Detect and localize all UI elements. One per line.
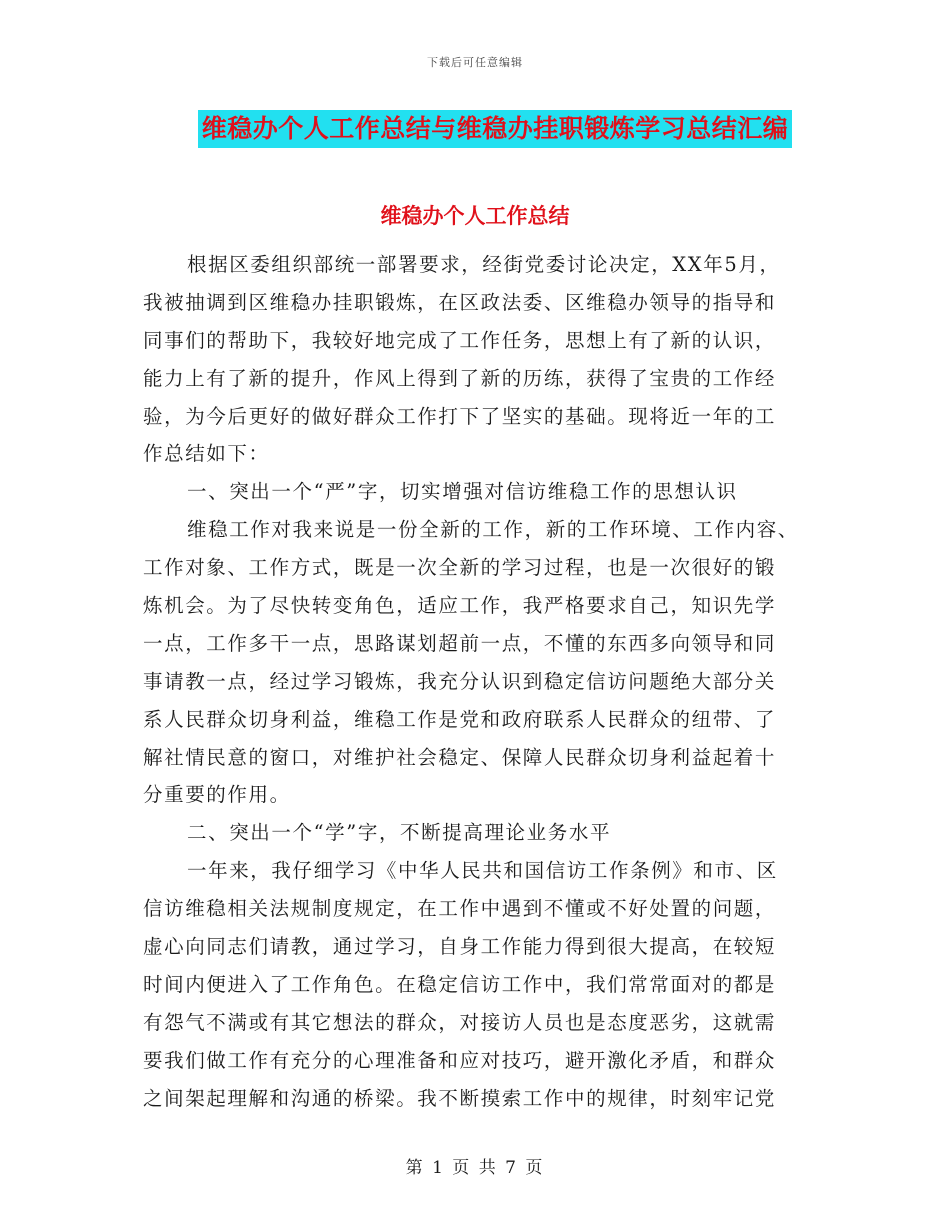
body-text-line: 工作对象、工作方式，既是一次全新的学习过程，也是一次很好的锻	[143, 556, 777, 580]
page-header-note: 下载后可任意编辑	[427, 56, 523, 69]
body-text-line: 作总结如下：	[143, 442, 270, 466]
document-title: 维稳办个人工作总结与维稳办挂职锻炼学习总结汇编	[198, 110, 793, 148]
document-title-container	[0, 110, 950, 148]
body-text-line: 炼机会。为了尽快转变角色，适应工作，我严格要求自己，知识先学	[143, 594, 777, 618]
body-text-line: 验，为今后更好的做好群众工作打下了坚实的基础。现将近一年的工	[143, 404, 777, 428]
body-text-line: 虚心向同志们请教，通过学习，自身工作能力得到很大提高，在较短	[143, 935, 777, 959]
body-text-line: 一、突出一个“严”字，切实增强对信访维稳工作的思想认识	[187, 480, 738, 504]
body-text-line: 解社情民意的窗口，对维护社会稳定、保障人民群众切身利益起着十	[143, 745, 777, 769]
body-text-line: 时间内便进入了工作角色。在稳定信访工作中，我们常常面对的都是	[143, 972, 777, 996]
body-text-line: 系人民群众切身利益，维稳工作是党和政府联系人民群众的纽带、了	[143, 707, 777, 731]
document-body	[143, 246, 811, 1117]
body-text-line: 根据区委组织部统一部署要求，经街党委讨论决定，XX年5月，	[187, 253, 781, 276]
body-text-line: 事请教一点，经过学习锻炼，我充分认识到稳定信访问题绝大部分关	[143, 669, 777, 693]
body-text-line: 我被抽调到区维稳办挂职锻炼，在区政法委、区维稳办领导的指导和	[143, 290, 777, 314]
body-text-line: 分重要的作用。	[143, 783, 291, 807]
body-text-line: 能力上有了新的提升，作风上得到了新的历练，获得了宝贵的工作经	[143, 366, 777, 390]
body-text-line: 要我们做工作有充分的心理准备和应对技巧，避开激化矛盾，和群众	[143, 1048, 777, 1072]
body-text-line: 信访维稳相关法规制度规定，在工作中遇到不懂或不好处置的问题，	[143, 897, 777, 921]
body-text-line: 一年来，我仔细学习《中华人民共和国信访工作条例》和市、区	[187, 859, 778, 883]
body-text-line: 维稳工作对我来说是一份全新的工作，新的工作环境、工作内容、	[187, 518, 799, 542]
body-text-line: 一点，工作多干一点，思路谋划超前一点，不懂的东西多向领导和同	[143, 631, 777, 655]
body-text-line: 同事们的帮助下，我较好地完成了工作任务，思想上有了新的认识，	[143, 328, 777, 352]
body-text-line: 有怨气不满或有其它想法的群众，对接访人员也是态度恶劣，这就需	[143, 1010, 777, 1034]
body-text-line: 之间架起理解和沟通的桥梁。我不断摸索工作中的规律，时刻牢记党	[143, 1086, 777, 1110]
section-title: 维稳办个人工作总结	[380, 204, 570, 228]
body-text-line: 二、突出一个“学”字，不断提高理论业务水平	[187, 821, 612, 845]
page-number-footer: 第 1 页 共 7 页	[405, 1158, 545, 1178]
